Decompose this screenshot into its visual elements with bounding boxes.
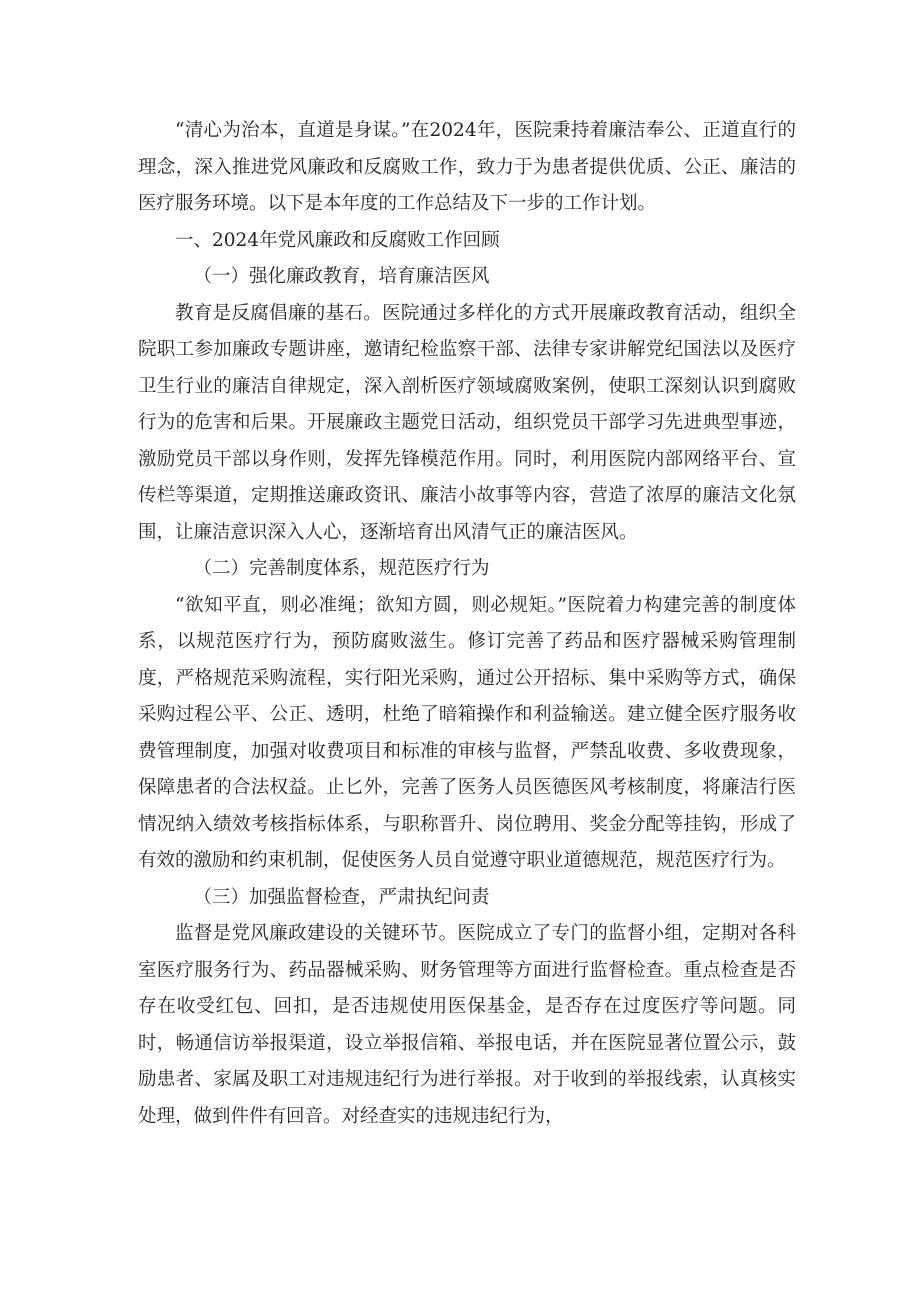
document-body xyxy=(138,113,796,1135)
subheading-supervision: （三）加强监督检查，严肃执纪问责 xyxy=(193,886,490,908)
system-paragraph: “欲知平直，则必准绳；欲知方圆，则必规矩。”医院着力构建完善的制度体系，以规范医疗行为，预防腐败滋生。修订完善了药品和医疗器械采购管理制度，严格规范采购流程，实行阳光采购，通过公开招标、集中采购等方式，确保采购过程公平、公正、透明，杜绝了暗箱操作和利益输送。建立健全医疗服务收费管理制度，加强对收费项目和标准的审核与监督，严禁乱收费、多收费现象，保障患者的合法权益。止匕外，完善了医务人员医德医风考核制度，将廉洁行医情况纳入绩效考核指标体系，与职称晋升、岗位聘用、奖金分配等挂钩，形成了有效的激励和约束机制，促使医务人员自觉遵守职业道德规范，规范医疗行为。 xyxy=(138,594,796,871)
intro-paragraph: “清心为治本，直道是身谋。”在2024年，医院秉持着廉洁奉公、正道直行的理念，深入推进党风廉政和反腐败工作，致力于为患者提供优质、公正、廉洁的医疗服务环境。以下是本年度的工作总结及下一步的工作计划。 xyxy=(138,120,796,214)
section-heading-review: 一、2024年党风廉政和反腐败工作回顾 xyxy=(175,229,500,251)
subheading-system: （二）完善制度体系，规范医疗行为 xyxy=(193,558,490,579)
supervision-paragraph: 监督是党风廉政建设的关键环节。医院成立了专门的监督小组，定期对各科室医疗服务行为、药品器械采购、财务管理等方面进行监督检查。重点检查是否存在收受红包、回扣，是否违规使用医保基金，是否存在过度医疗等问题。同时，畅通信访举报渠道，设立举报信箱、举报电话，并在医院显著位置公示，鼓励患者、家属及职工对违规违纪行为进行举报。对于收到的举报线索，认真核实处理，做到件件有回音。对经查实的违规违纪行为， xyxy=(138,923,796,1127)
subheading-education: （一）强化廉政教育，培育廉洁医风 xyxy=(193,266,490,287)
education-paragraph: 教育是反腐倡廉的基石。医院通过多样化的方式开展廉政教育活动，组织全院职工参加廉政专题讲座，邀请纪检监察干部、法律专家讲解党纪国法以及医疗卫生行业的廉洁自律规定，深入剖析医疗领域腐败案例，使职工深刻认识到腐败行为的危害和后果。开展廉政主题党日活动，组织党员干部学习先进典型事迹，激励党员干部以身作则，发挥先锋模范作用。同时，利用医院内部网络平台、宣传栏等渠道，定期推送廉政资讯、廉洁小故事等内容，营造了浓厚的廉洁文化氛围，让廉洁意识深入人心，逐渐培育出风清气正的廉洁医风。 xyxy=(138,302,796,543)
